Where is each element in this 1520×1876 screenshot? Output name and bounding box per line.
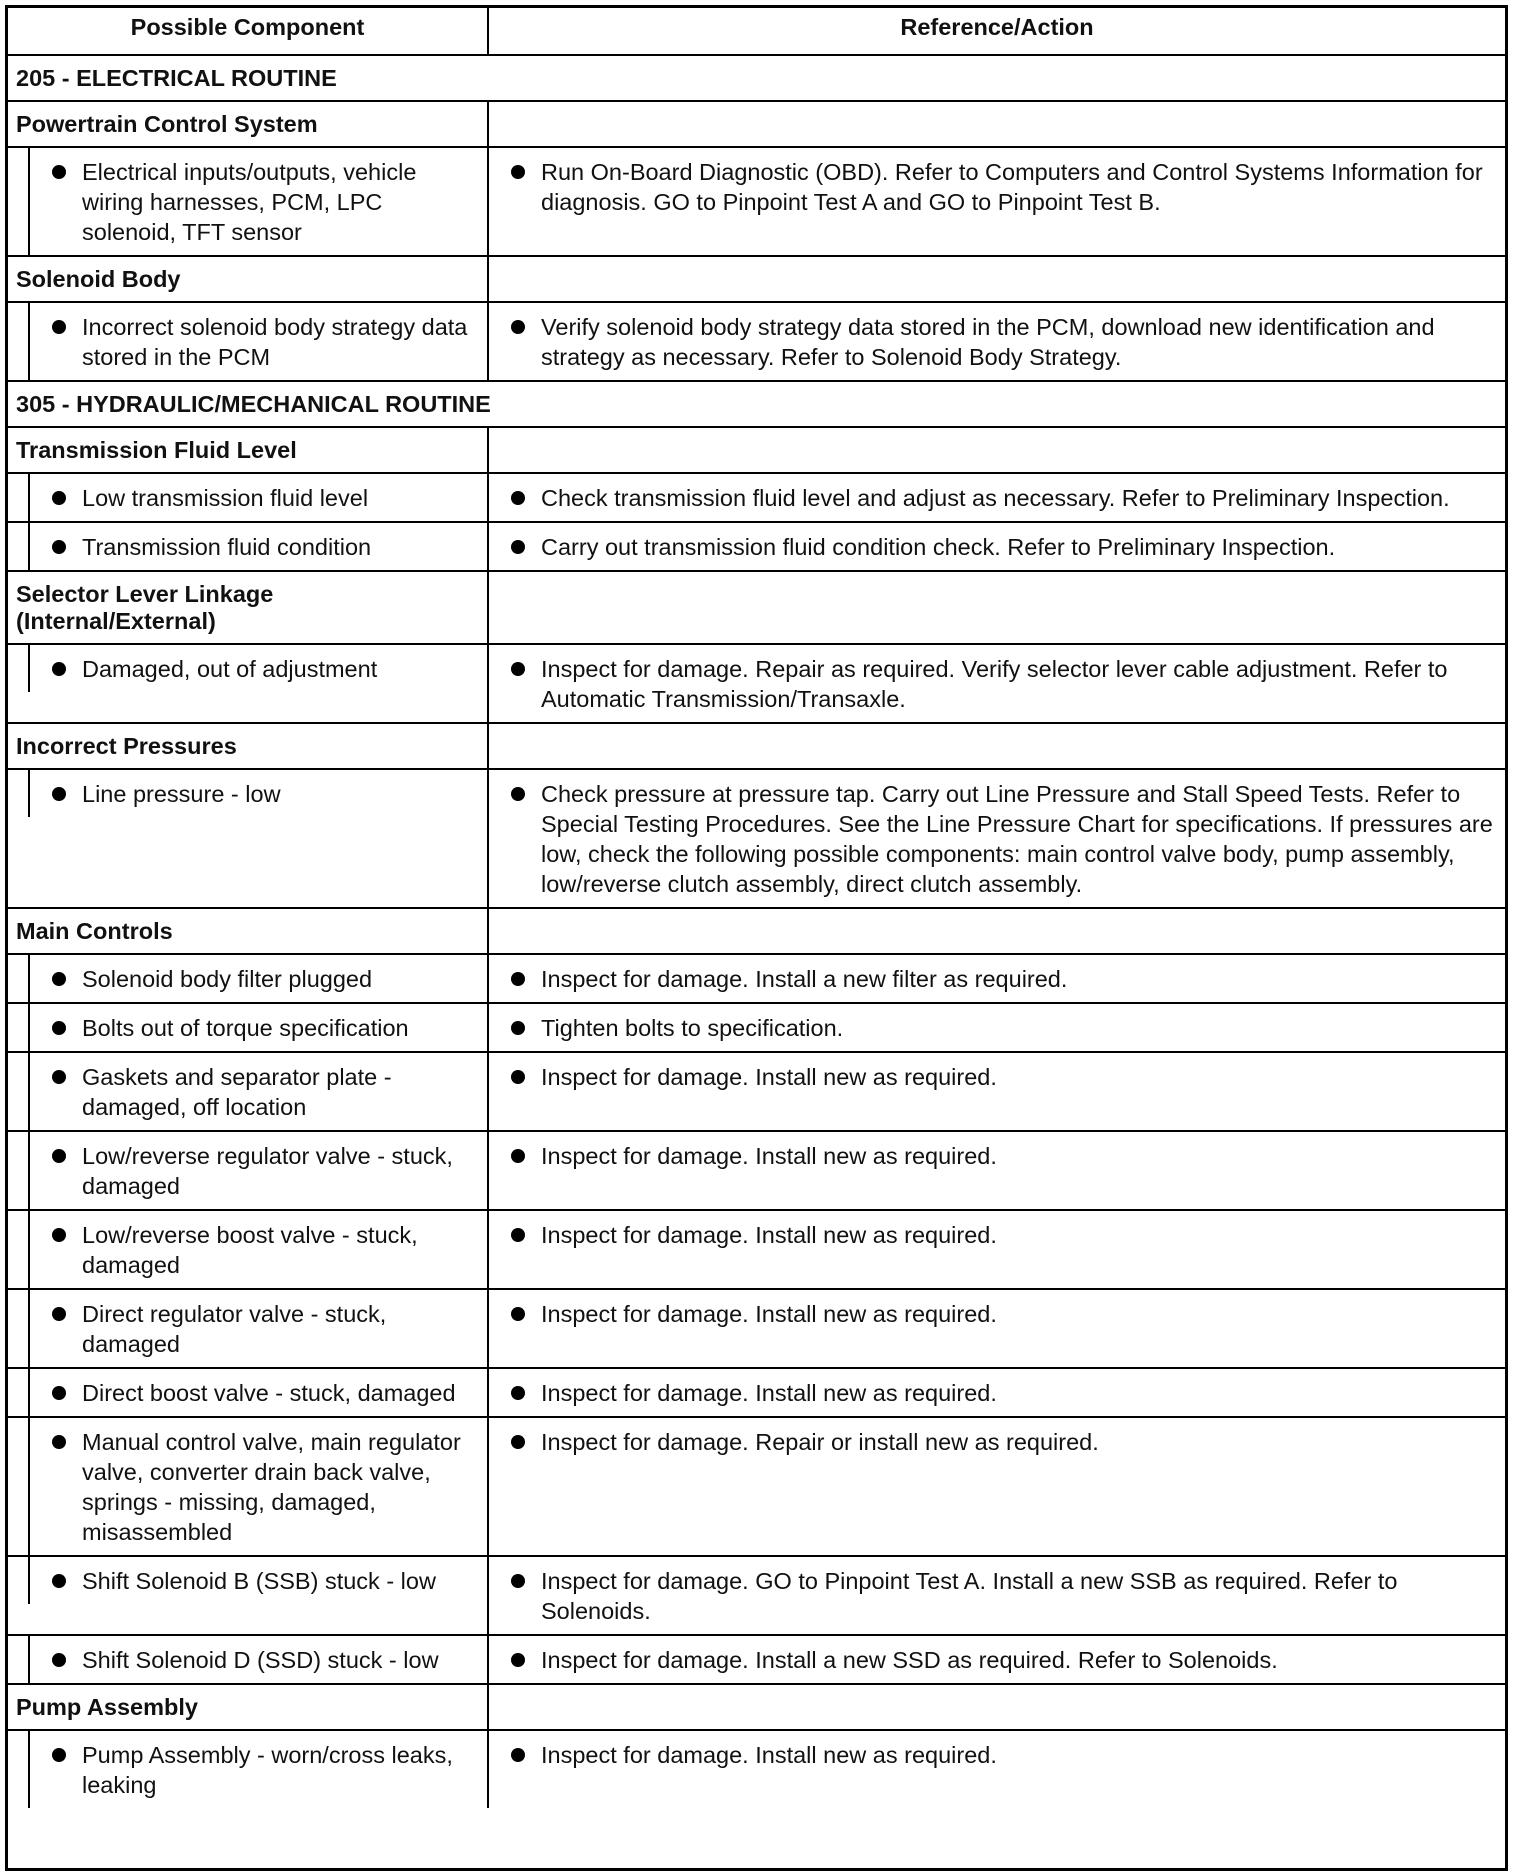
item-row xyxy=(8,954,1505,1003)
item-row xyxy=(8,1210,1505,1289)
action-cell xyxy=(488,1417,1505,1556)
action-cell xyxy=(488,1131,1505,1210)
item-row xyxy=(8,1368,1505,1417)
group-row xyxy=(8,908,1505,954)
action-text: Inspect for damage. Install new as required. xyxy=(541,1742,997,1768)
item-row xyxy=(8,1556,1505,1635)
action-cell xyxy=(488,473,1505,522)
item-row xyxy=(8,1131,1505,1210)
action-cell xyxy=(488,1635,1505,1684)
action-text: Run On-Board Diagnostic (OBD). Refer to Computers and Control Systems Information for diagnosis. GO to Pinpoint Test A and GO to Pinpoint Test B. xyxy=(541,159,1483,215)
indent-column xyxy=(8,474,30,521)
component-cell xyxy=(8,1210,488,1289)
action-cell xyxy=(488,769,1505,908)
bullet-icon xyxy=(511,972,525,986)
component-text: Direct boost valve - stuck, damaged xyxy=(82,1380,456,1406)
bullet-icon xyxy=(52,1435,66,1449)
action-cell xyxy=(488,1210,1505,1289)
component-text: Pump Assembly - worn/cross leaks, leaking xyxy=(82,1742,453,1798)
item-row xyxy=(8,1417,1505,1556)
item-row xyxy=(8,1289,1505,1368)
component-cell xyxy=(8,769,488,908)
bullet-icon xyxy=(511,1653,525,1667)
bullet-icon xyxy=(511,320,525,334)
component-text: Transmission fluid condition xyxy=(82,534,372,560)
component-cell xyxy=(8,1131,488,1210)
action-text: Inspect for damage. Install new as required. xyxy=(541,1064,997,1090)
item-row xyxy=(8,1003,1505,1052)
item-row xyxy=(8,473,1505,522)
action-cell xyxy=(488,1289,1505,1368)
action-cell xyxy=(488,522,1505,571)
indent-column xyxy=(8,148,30,255)
action-text: Inspect for damage. Install new as required. xyxy=(541,1301,997,1327)
action-text: Inspect for damage. Install new as required. xyxy=(541,1222,997,1248)
bullet-icon xyxy=(52,1574,66,1588)
component-cell xyxy=(8,147,488,256)
indent-column xyxy=(8,1731,30,1808)
indent-column xyxy=(8,1369,30,1416)
table-header-row xyxy=(8,8,1505,55)
component-text: Incorrect solenoid body strategy data stored in the PCM xyxy=(82,314,468,370)
column-header-reference-action: Reference/Action xyxy=(488,8,1505,55)
bullet-icon xyxy=(52,320,66,334)
item-row xyxy=(8,1730,1505,1808)
indent-column xyxy=(8,1418,30,1555)
component-cell xyxy=(8,1289,488,1368)
group-empty-cell xyxy=(488,256,1505,302)
group-title: Main Controls xyxy=(8,908,488,954)
component-cell xyxy=(8,1417,488,1556)
component-cell xyxy=(8,644,488,723)
action-text: Inspect for damage. Repair or install new as required. xyxy=(541,1429,1099,1455)
component-text: Low transmission fluid level xyxy=(82,485,369,511)
indent-column xyxy=(8,645,30,692)
group-empty-cell xyxy=(488,908,1505,954)
action-text: Inspect for damage. Repair as required. Verify selector lever cable adjustment. Refer to Automatic Transmission/Transaxle. xyxy=(541,656,1448,712)
bullet-icon xyxy=(511,1435,525,1449)
diagnosis-table xyxy=(8,8,1505,1808)
bullet-icon xyxy=(511,1021,525,1035)
item-row xyxy=(8,1635,1505,1684)
bullet-icon xyxy=(511,1574,525,1588)
indent-column xyxy=(8,1004,30,1051)
section-title: 305 - HYDRAULIC/MECHANICAL ROUTINE xyxy=(8,381,1505,427)
bullet-icon xyxy=(511,1748,525,1762)
component-text: Line pressure - low xyxy=(82,781,281,807)
action-cell xyxy=(488,954,1505,1003)
bullet-icon xyxy=(511,165,525,179)
action-text: Inspect for damage. Install a new filter as required. xyxy=(541,966,1068,992)
bullet-icon xyxy=(52,1653,66,1667)
action-text: Inspect for damage. Install new as required. xyxy=(541,1143,997,1169)
group-title: Incorrect Pressures xyxy=(8,723,488,769)
component-cell xyxy=(8,1730,488,1808)
action-cell xyxy=(488,147,1505,256)
section-row xyxy=(8,381,1505,427)
bullet-icon xyxy=(52,787,66,801)
item-row xyxy=(8,1052,1505,1131)
group-title: Pump Assembly xyxy=(8,1684,488,1730)
bullet-icon xyxy=(52,540,66,554)
action-text: Verify solenoid body strategy data stored in the PCM, download new identification and strategy as necessary. Refer to Solenoid Body Strategy. xyxy=(541,314,1435,370)
indent-column xyxy=(8,1053,30,1130)
component-text: Damaged, out of adjustment xyxy=(82,656,378,682)
action-text: Tighten bolts to specification. xyxy=(541,1015,844,1041)
component-cell xyxy=(8,1556,488,1635)
item-row xyxy=(8,147,1505,256)
bullet-icon xyxy=(511,491,525,505)
component-cell xyxy=(8,1368,488,1417)
component-text: Electrical inputs/outputs, vehicle wiring harnesses, PCM, LPC solenoid, TFT sensor xyxy=(82,159,417,245)
action-cell xyxy=(488,1368,1505,1417)
action-cell xyxy=(488,302,1505,381)
component-cell xyxy=(8,473,488,522)
component-text: Manual control valve, main regulator valve, converter drain back valve, springs - missing, damaged, misassembled xyxy=(82,1429,461,1545)
indent-column xyxy=(8,1557,30,1604)
bullet-icon xyxy=(52,972,66,986)
component-cell xyxy=(8,954,488,1003)
group-empty-cell xyxy=(488,571,1505,644)
bullet-icon xyxy=(511,1386,525,1400)
component-text: Low/reverse regulator valve - stuck, damaged xyxy=(82,1143,453,1199)
item-row xyxy=(8,522,1505,571)
group-empty-cell xyxy=(488,101,1505,147)
group-title: Selector Lever Linkage (Internal/External) xyxy=(8,571,488,644)
bullet-icon xyxy=(52,1386,66,1400)
group-row xyxy=(8,256,1505,302)
indent-column xyxy=(8,770,30,817)
bullet-icon xyxy=(511,1228,525,1242)
action-cell xyxy=(488,1730,1505,1808)
action-cell xyxy=(488,1052,1505,1131)
component-text: Gaskets and separator plate - damaged, off location xyxy=(82,1064,392,1120)
indent-column xyxy=(8,1290,30,1367)
group-title: Solenoid Body xyxy=(8,256,488,302)
action-text: Check transmission fluid level and adjust as necessary. Refer to Preliminary Inspection. xyxy=(541,485,1450,511)
indent-column xyxy=(8,1132,30,1209)
action-cell xyxy=(488,1556,1505,1635)
component-cell xyxy=(8,1052,488,1131)
component-cell xyxy=(8,522,488,571)
component-text: Shift Solenoid B (SSB) stuck - low xyxy=(82,1568,436,1594)
bullet-icon xyxy=(52,1021,66,1035)
bullet-icon xyxy=(52,1070,66,1084)
diagnosis-table-sheet xyxy=(5,5,1508,1871)
indent-column xyxy=(8,1211,30,1288)
bullet-icon xyxy=(52,1149,66,1163)
group-empty-cell xyxy=(488,427,1505,473)
indent-column xyxy=(8,955,30,1002)
bullet-icon xyxy=(52,1748,66,1762)
section-title: 205 - ELECTRICAL ROUTINE xyxy=(8,55,1505,101)
action-text: Inspect for damage. Install a new SSD as required. Refer to Solenoids. xyxy=(541,1647,1278,1673)
component-text: Bolts out of torque specification xyxy=(82,1015,409,1041)
action-text: Check pressure at pressure tap. Carry out Line Pressure and Stall Speed Tests. Refer to Special Testing Procedures. See the Line Pressure Chart for specifications. If pressures are low, check the following possible components: main control valve body, pump assembly, low/reverse clutch assembly, direct clutch assembly. xyxy=(541,781,1493,897)
component-text: Direct regulator valve - stuck, damaged xyxy=(82,1301,387,1357)
section-row xyxy=(8,55,1505,101)
item-row xyxy=(8,769,1505,908)
bullet-icon xyxy=(511,540,525,554)
component-text: Shift Solenoid D (SSD) stuck - low xyxy=(82,1647,439,1673)
action-text: Inspect for damage. GO to Pinpoint Test A. Install a new SSB as required. Refer to Solenoids. xyxy=(541,1568,1398,1624)
component-cell xyxy=(8,1635,488,1684)
group-row xyxy=(8,101,1505,147)
group-row xyxy=(8,427,1505,473)
action-cell xyxy=(488,1003,1505,1052)
bullet-icon xyxy=(52,662,66,676)
group-empty-cell xyxy=(488,723,1505,769)
column-header-possible-component: Possible Component xyxy=(8,8,488,55)
action-text: Inspect for damage. Install new as required. xyxy=(541,1380,997,1406)
item-row xyxy=(8,302,1505,381)
indent-column xyxy=(8,303,30,380)
indent-column xyxy=(8,1636,30,1683)
component-cell xyxy=(8,1003,488,1052)
action-text: Carry out transmission fluid condition check. Refer to Preliminary Inspection. xyxy=(541,534,1336,560)
item-row xyxy=(8,644,1505,723)
action-cell xyxy=(488,644,1505,723)
bullet-icon xyxy=(511,1307,525,1321)
group-row xyxy=(8,1684,1505,1730)
component-text: Low/reverse boost valve - stuck, damaged xyxy=(82,1222,418,1278)
component-text: Solenoid body filter plugged xyxy=(82,966,373,992)
bullet-icon xyxy=(52,165,66,179)
group-title: Powertrain Control System xyxy=(8,101,488,147)
bullet-icon xyxy=(52,1307,66,1321)
bullet-icon xyxy=(52,1228,66,1242)
group-empty-cell xyxy=(488,1684,1505,1730)
bullet-icon xyxy=(511,1070,525,1084)
component-cell xyxy=(8,302,488,381)
bullet-icon xyxy=(52,491,66,505)
bullet-icon xyxy=(511,1149,525,1163)
group-title: Transmission Fluid Level xyxy=(8,427,488,473)
indent-column xyxy=(8,523,30,570)
bullet-icon xyxy=(511,787,525,801)
bullet-icon xyxy=(511,662,525,676)
group-row xyxy=(8,723,1505,769)
group-row xyxy=(8,571,1505,644)
